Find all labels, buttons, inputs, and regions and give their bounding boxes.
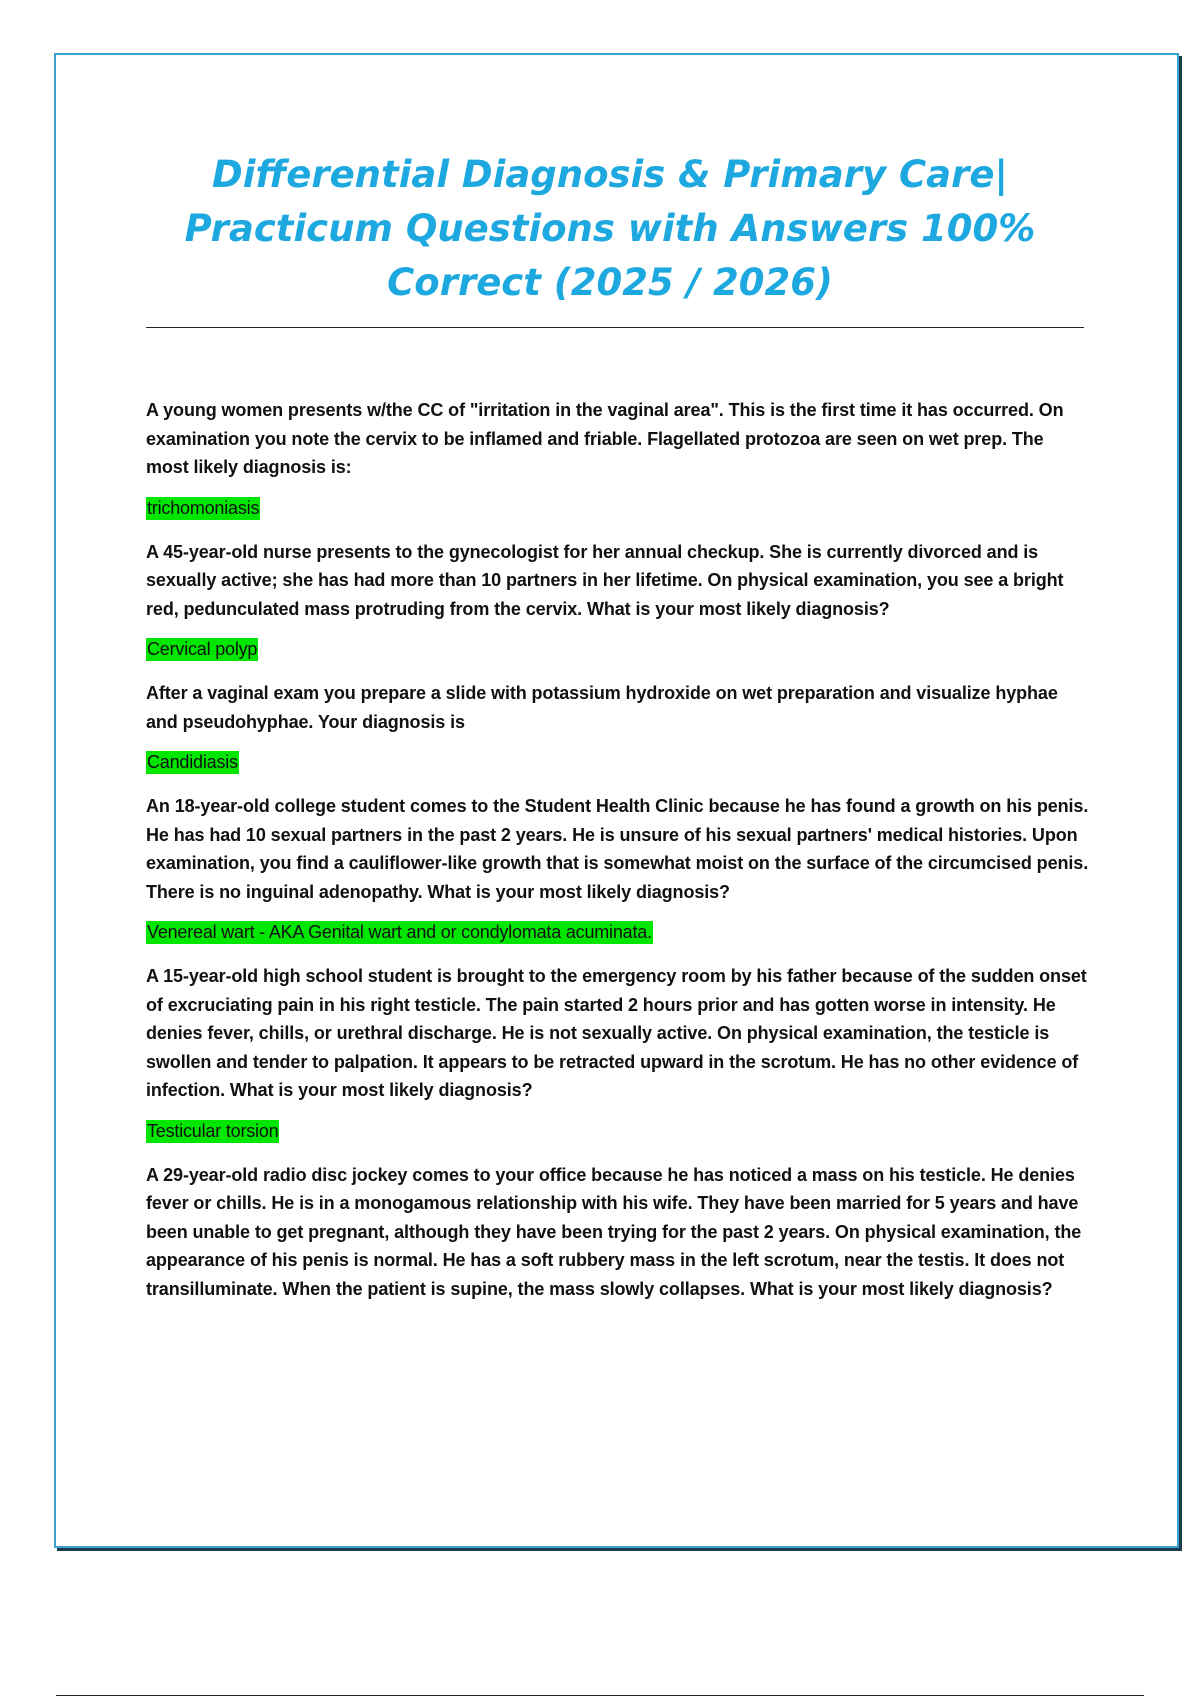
answer-highlight: trichomoniasis bbox=[147, 497, 260, 518]
question-text: A 45-year-old nurse presents to the gynecologist for her annual checkup. She is currently divorced and is sexually active; she has had more than 10 partners in her lifetime. On physical examination, you see a bright red, pedunculated mass protruding from the cervix. What is your most likely diagnosis? bbox=[146, 541, 1064, 619]
answer-block bbox=[146, 637, 1090, 663]
document-title: Differential Diagnosis & Primary Care| Practicum Questions with Answers 100% Correct (2025 / 2026) bbox=[184, 153, 1036, 304]
page-bottom-rule bbox=[56, 1695, 1144, 1696]
question-text: After a vaginal exam you prepare a slide with potassium hydroxide on wet preparation and visualize hyphae and pseudohyphae. Your diagnosis is bbox=[146, 683, 1058, 732]
answer-highlight: Testicular torsion bbox=[147, 1120, 279, 1141]
answer-highlight: Candidiasis bbox=[147, 752, 238, 772]
question-text: A 29-year-old radio disc jockey comes to your office because he has noticed a mass on his testicle. He denies fever or chills. He is in a monogamous relationship with his wife. They have been married for 5 years and have been unable to get pregnant, although they have been trying for the past 2 years. On physical examination, the appearance of his penis is normal. He has a soft rubbery mass in the left scrotum, near the testis. It does not transilluminate. When the patient is supine, the mass slowly collapses. What is your most likely diagnosis? bbox=[146, 1164, 1082, 1299]
title-divider bbox=[146, 327, 1084, 328]
answer-block bbox=[146, 496, 1090, 522]
answer-highlight: Cervical polyp bbox=[147, 639, 258, 659]
qa-list bbox=[146, 396, 1090, 1303]
answer-block bbox=[146, 920, 1090, 946]
answer-block bbox=[146, 750, 1090, 776]
question-text: A young women presents w/the CC of "irritation in the vaginal area". This is the first time it has occurred. On examination you note the cervix to be inflamed and friable. Flagellated protozoa are seen on wet prep. The most likely diagnosis is: bbox=[146, 400, 1064, 477]
answer-highlight: Venereal wart - AKA Genital wart and or condylomata acuminata. bbox=[147, 922, 652, 942]
question-text: An 18-year-old college student comes to the Student Health Clinic because he has found a growth on his penis. He has had 10 sexual partners in the past 2 years. He is unsure of his sexual partners' medical histories. Upon examination, you find a cauliflower-like growth that is somewhat moist on the surface of the circumcised penis. There is no inguinal adenopathy. What is your most likely diagnosis? bbox=[146, 796, 1089, 902]
question-text: A 15-year-old high school student is brought to the emergency room by his father because of the sudden onset of excruciating pain in his right testicle. The pain started 2 hours prior and has gotten worse in intensity. He denies fever, chills, or urethral discharge. He is not sexually active. On physical examination, the testicle is swollen and tender to palpation. It appears to be retracted upward in the scrotum. He has no other evidence of infection. What is your most likely diagnosis? bbox=[146, 966, 1087, 1100]
answer-block bbox=[146, 1119, 1090, 1145]
